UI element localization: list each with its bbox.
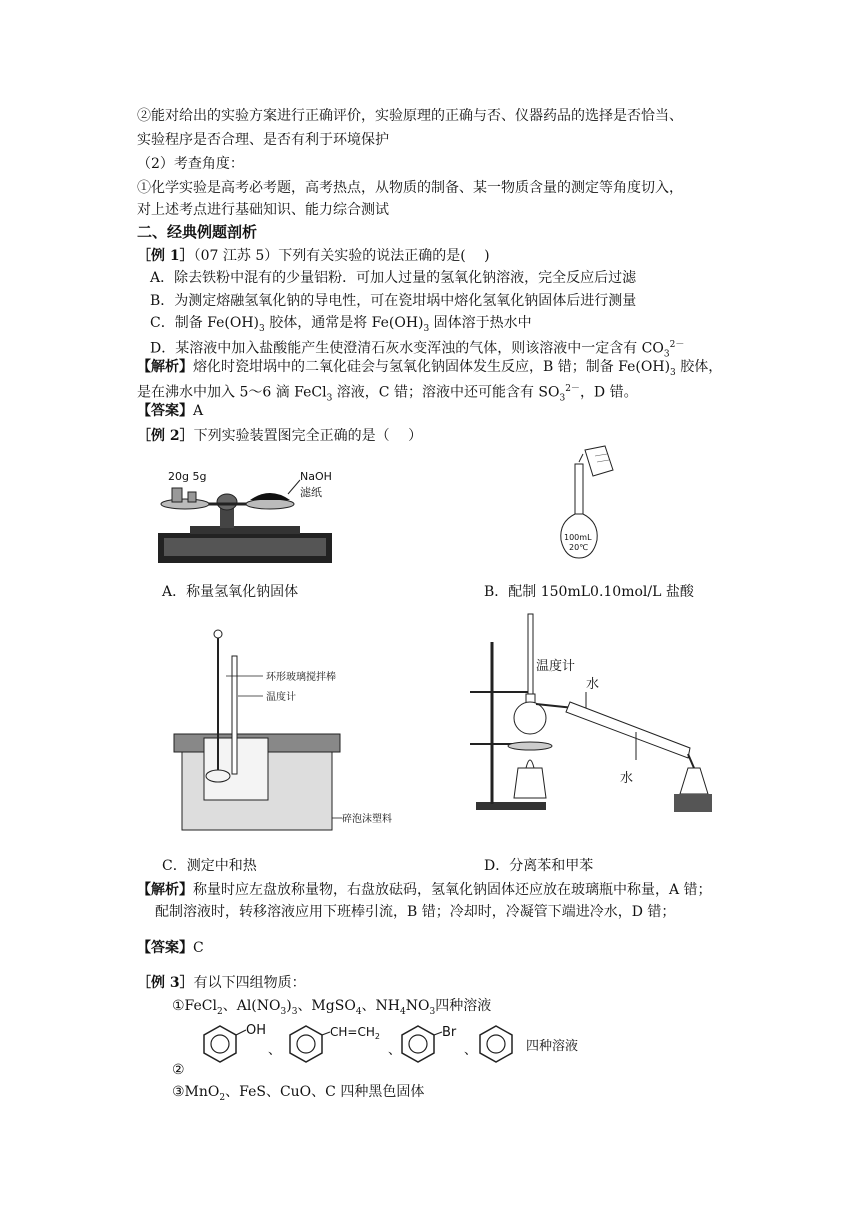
fig-c-caption: C．测定中和热: [162, 858, 257, 874]
ex1-label: ［例 1］: [137, 248, 194, 264]
vinyl-text: CH=CH: [330, 1025, 375, 1039]
ex2-answer: [137, 938, 204, 958]
ex3-question-text: 有以下四组物质：: [193, 975, 306, 991]
item2-tail: 四种溶液: [526, 1039, 579, 1054]
phenol-ring-inner: [211, 1035, 229, 1053]
wood-block: [674, 794, 712, 812]
stirrer-top: [214, 630, 222, 638]
ex1-option-c-sub2: 3: [423, 323, 430, 334]
right-pan: [246, 499, 294, 509]
ex3-item-3-sub: 2: [219, 1092, 226, 1103]
ex1-answer-label: 【答案】: [137, 403, 193, 419]
ex1-analysis-2-pre: 是在沸水中加入 5～6 滴 FeCl: [137, 384, 327, 401]
thermometer-label: 温度计: [536, 659, 576, 674]
ex3-item-1-part: 、NH: [361, 998, 401, 1014]
styrene-ring: [290, 1026, 322, 1062]
styrene-ring-inner: [297, 1035, 315, 1053]
separator-2: 、: [388, 1043, 402, 1058]
ex1-analysis-2-sup: 2－: [565, 384, 580, 394]
ex2-question-text: 下列实验装置图完全正确的是（ ）: [193, 428, 423, 444]
balance-beam: [190, 526, 300, 534]
flame: [526, 760, 534, 768]
ex1-option-c-mid: 胶体，通常是将 Fe(OH): [264, 315, 424, 331]
receiving-flask: [680, 768, 708, 794]
flask-temp-label: 20℃: [569, 543, 589, 552]
naoh-pointer: [288, 480, 300, 494]
ex1-analysis-1-pre: 熔化时瓷坩埚中的二氧化硅会与氢氧化钠固体发生反应，B 错；制备 Fe(OH): [193, 359, 671, 375]
ex1-analysis-label: 【解析】: [137, 359, 193, 375]
ex1-option-b: B．为测定熔融氢氧化钠的导电性，可在瓷坩埚中熔化氢氧化钠固体后进行测量: [150, 293, 637, 309]
water-in-label: 水: [586, 677, 600, 692]
naoh-label: NaOH: [300, 470, 332, 483]
ex1-option-d-sub: 3: [663, 349, 670, 360]
condenser: [566, 702, 690, 758]
separator-3: 、: [464, 1043, 478, 1058]
wire-gauze: [508, 742, 552, 750]
fig-d-caption: D．分离苯和甲苯: [484, 858, 594, 874]
section-title: 二、经典例题剖析: [137, 223, 258, 241]
intro-line-3: （2）考查角度：: [137, 156, 244, 172]
ex3-item-3: [172, 1082, 424, 1108]
ex3-item-1-sub: 3: [280, 1006, 287, 1017]
balance-base-panel: [164, 538, 326, 556]
fig-b-caption: B．配制 150mL0.10mol/L 盐酸: [484, 584, 694, 600]
flask-neck: [575, 464, 583, 514]
ex3-question: [137, 973, 306, 993]
stand-base: [476, 802, 546, 810]
benzene-ring: [480, 1026, 512, 1062]
ex1-analysis-2-sub: 3: [326, 393, 333, 404]
ex1-answer: [137, 401, 203, 421]
ex2-analysis-label: 【解析】: [137, 882, 193, 898]
alcohol-lamp: [514, 768, 546, 798]
ex1-analysis-1-post: 胶体，: [675, 359, 723, 375]
weight-5g: [188, 492, 196, 502]
ex1-analysis-2-post: ，D 错。: [579, 384, 638, 401]
thermometer: [528, 614, 533, 696]
styrene-bond: [322, 1032, 330, 1035]
intro-line-4: ①化学实验是高考必考题，高考热点，从物质的制备、某一物质含量的测定等角度切入，: [137, 180, 683, 196]
ex1-question-text: （07 江苏 5）下列有关实验的说法正确的是( ): [193, 248, 490, 264]
vinyl-label: [330, 1025, 380, 1041]
ex3-item-1-part: 四种溶液: [435, 998, 492, 1014]
pour-stream: [579, 454, 583, 462]
distillation-figure: [462, 612, 712, 814]
ex1-option-c-post: 固体溶于热水中: [429, 315, 532, 331]
foam-label: 碎泡沫塑料: [342, 814, 392, 825]
ex1-analysis-2-sub2: 3: [559, 393, 566, 404]
fig-a-caption: A．称量氢氧化钠固体: [162, 584, 299, 600]
bromobenzene-structure: [402, 1025, 477, 1062]
ex3-item-1-sub: 3: [429, 1006, 436, 1017]
ex1-option-c-pre: C．制备 Fe(OH): [150, 315, 260, 331]
ex3-item-3-part: ③MnO: [172, 1084, 220, 1100]
ex1-question: [137, 246, 490, 266]
naoh-solid: [250, 493, 290, 500]
ex1-option-a: A．除去铁粉中混有的少量铝粉．可加人过量的氢氧化钠溶液，完全反应后过滤: [150, 270, 637, 286]
styrene-structure: [290, 1025, 401, 1062]
distilling-flask: [514, 702, 546, 734]
intro-line-2: 实验程序是否合理、是否有利于环境保护: [137, 132, 389, 148]
phenol-bond: [236, 1030, 246, 1035]
adapter: [688, 754, 694, 768]
volumetric-flask-figure: [555, 442, 635, 562]
benzene-ring-inner: [487, 1035, 505, 1053]
ex1-analysis-2: [137, 379, 638, 408]
ex2-question: [137, 426, 422, 446]
bromobenzene-ring: [402, 1026, 434, 1062]
balance-figure: [150, 458, 340, 568]
calorimeter-figure: [168, 626, 392, 836]
ex2-analysis-1-text: 称量时应左盘放称量物，右盘放砝码，氢氧化钠固体还应放在玻璃瓶中称量，A 错；: [193, 882, 712, 898]
intro-line-1: ②能对给出的实验方案进行正确评价，实验原理的正确与否、仪器药品的选择是否恰当、: [137, 108, 683, 124]
ex3-item-1-part: 、Al(NO: [222, 998, 281, 1014]
weight-20g: [172, 488, 182, 502]
ex3-label: ［例 3］: [137, 975, 194, 991]
water-out-label: 水: [620, 771, 634, 786]
benzene-structures: [196, 1022, 616, 1066]
ex1-answer-value: A: [193, 403, 204, 419]
ex3-item-1-sub: 3: [291, 1006, 298, 1017]
bromobenzene-bond: [434, 1032, 442, 1035]
ex2-answer-value: C: [193, 940, 204, 956]
ex3-item-1-part: ): [286, 998, 292, 1014]
ex2-label: ［例 2］: [137, 428, 194, 444]
left-pan: [161, 499, 209, 509]
ex3-item-1-part: NO: [405, 998, 430, 1014]
ex2-analysis-1: [137, 880, 712, 900]
benzene-structure: [480, 1026, 512, 1062]
ex3-item-1: [172, 996, 491, 1022]
weights-label: 20g 5g: [168, 470, 207, 483]
ex3-item-1-part: 、MgSO: [297, 998, 356, 1014]
intro-line-5: 对上述考点进行基础知识、能力综合测试: [137, 202, 389, 218]
ex1-option-d-pre: D．某溶液中加入盐酸能产生使澄清石灰水变浑浊的气体，则该溶液中一定含有 CO: [150, 340, 664, 357]
paper-label: 滤纸: [300, 486, 322, 499]
flask-volume-label: 100mL: [564, 533, 592, 542]
oh-label: OH: [246, 1023, 267, 1038]
vinyl-sub: 2: [374, 1032, 380, 1041]
ex1-analysis-1-sub: 3: [670, 367, 676, 378]
br-label: Br: [442, 1025, 457, 1040]
ex3-item-2-number: ②: [172, 1062, 185, 1078]
pouring-beaker: [585, 446, 613, 476]
ex3-item-3-part: 、FeS、CuO、C 四种黑色固体: [225, 1084, 425, 1100]
thermometer-tube: [232, 656, 237, 774]
ex2-answer-label: 【答案】: [137, 940, 193, 956]
thermometer-label: 温度计: [266, 692, 296, 703]
ex3-item-1-sub: 4: [400, 1006, 406, 1017]
stirrer-label: 环形玻璃搅拌棒: [266, 672, 336, 683]
balance-knob: [217, 494, 237, 510]
ex3-item-1-part: ①FeCl: [172, 998, 217, 1014]
phenol-ring: [204, 1026, 236, 1062]
ex1-option-c-sub: 3: [259, 323, 265, 334]
ex3-item-1-sub: 2: [216, 1006, 223, 1017]
ex1-analysis-2-mid: 溶液，C 错；溶液中还可能含有 SO: [332, 384, 560, 401]
phenol-structure: [204, 1023, 281, 1062]
ex1-option-d-sup: 2－: [669, 340, 685, 350]
ex3-item-1-sub: 4: [355, 1006, 362, 1017]
separator-1: 、: [268, 1043, 282, 1058]
ex2-analysis-2: 配制溶液时，转移溶液应用下班棒引流，B 错；冷却时，冷凝管下端进冷水，D 错；: [155, 904, 676, 920]
bromobenzene-ring-inner: [409, 1035, 427, 1053]
